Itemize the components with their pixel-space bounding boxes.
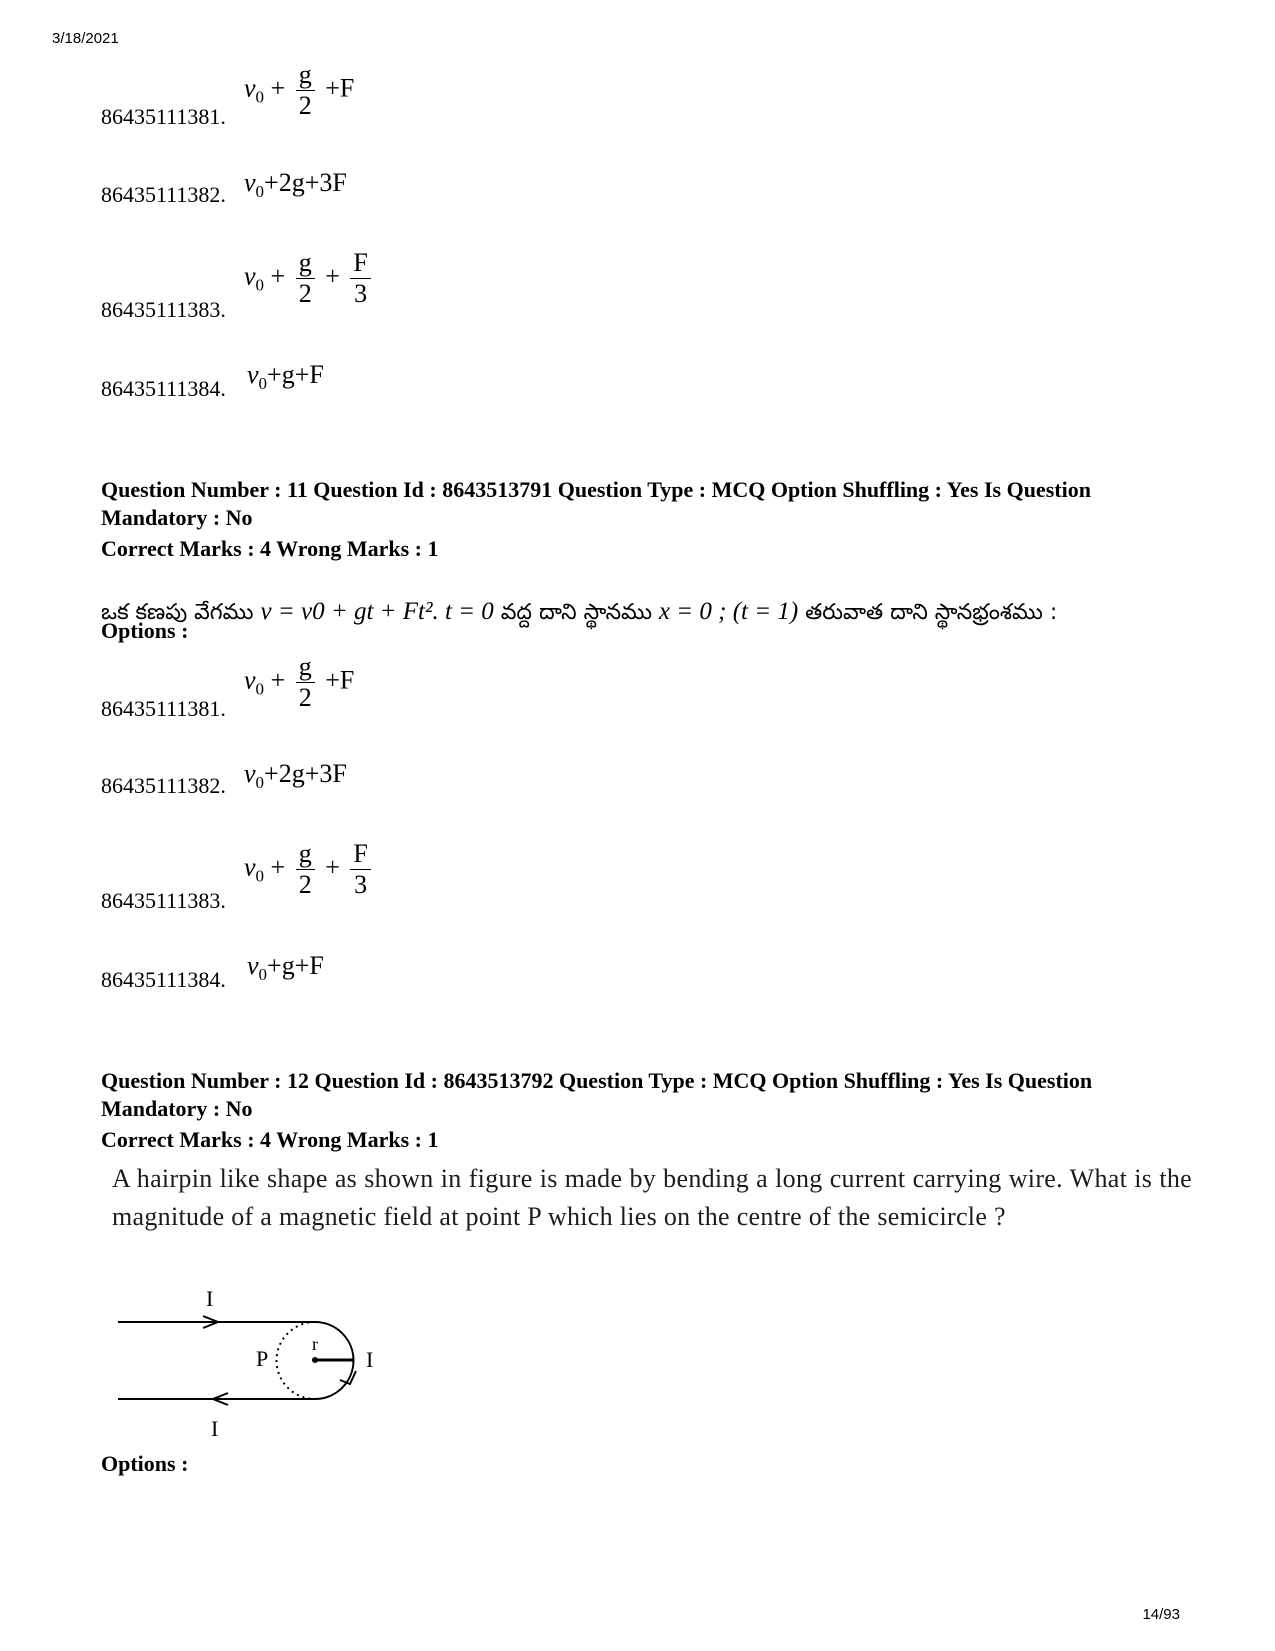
option-id: 86435111384. xyxy=(101,376,226,401)
options-label: Options : xyxy=(101,618,189,643)
option-formula[interactable]: $v_0$ + $\frac{g}{2}$ +F xyxy=(244,652,355,712)
marks-line: Correct Marks : 4 Wrong Marks : 1 xyxy=(101,1127,439,1152)
question-text: A hairpin like shape as shown in figure is made by bending a long current carrying wire. What is the magnitude of a magnetic field at point P which lies on the centre of the semicircle ? xyxy=(112,1164,1192,1231)
question-header: Question Number : 12 Question Id : 8643513792 Question Type : MCQ Option Shuffling : Yes Is Question Mandatory : No xyxy=(101,1068,1093,1121)
question-header: Question Number : 11 Question Id : 8643513791 Question Type : MCQ Option Shuffling : Yes Is Question Mandatory : No xyxy=(101,477,1091,530)
hairpin-wire-figure xyxy=(110,1280,410,1455)
question-text: ఒక కణపు వేగము v = v0 + gt + Ft². t = 0 వద్ద దాని స్థానము x = 0 ; (t = 1) తరువాత దాని స్థానభ్రంశము : xyxy=(101,598,1058,625)
option-formula: $v_0+g+F$ xyxy=(247,360,324,393)
options-label: Options : xyxy=(101,1451,189,1476)
option-id[interactable]: 86435111383. xyxy=(101,888,226,913)
option-formula: $v_0$ + $\frac{g}{2}$ +F xyxy=(244,60,355,120)
option-formula[interactable]: $v_0+2g+3F$ xyxy=(244,759,347,792)
current-label-bottom: I xyxy=(211,1416,219,1441)
marks-line: Correct Marks : 4 Wrong Marks : 1 xyxy=(101,536,439,561)
option-id[interactable]: 86435111381. xyxy=(101,696,226,721)
option-id[interactable]: 86435111382. xyxy=(101,773,226,798)
point-label: P xyxy=(256,1346,269,1371)
option-formula[interactable]: $v_0$ + $\frac{g}{2}$ + $\frac{F}{3}$ xyxy=(244,841,375,898)
radius-label: r xyxy=(312,1334,318,1354)
option-formula: $v_0$ + $\frac{g}{2}$ + $\frac{F}{3}$ xyxy=(244,250,375,307)
option-id: 86435111381. xyxy=(101,104,226,129)
option-formula: $v_0+2g+3F$ xyxy=(244,168,347,201)
dotted-semicircle xyxy=(277,1322,315,1399)
print-date: 3/18/2021 xyxy=(52,30,119,47)
page-number: 14/93 xyxy=(1142,1606,1180,1623)
current-label-top: I xyxy=(206,1286,214,1311)
option-id[interactable]: 86435111384. xyxy=(101,967,226,992)
option-id: 86435111383. xyxy=(101,297,226,322)
option-formula[interactable]: $v_0+g+F$ xyxy=(247,951,324,984)
current-label-right: I xyxy=(366,1347,374,1372)
option-id: 86435111382. xyxy=(101,182,226,207)
